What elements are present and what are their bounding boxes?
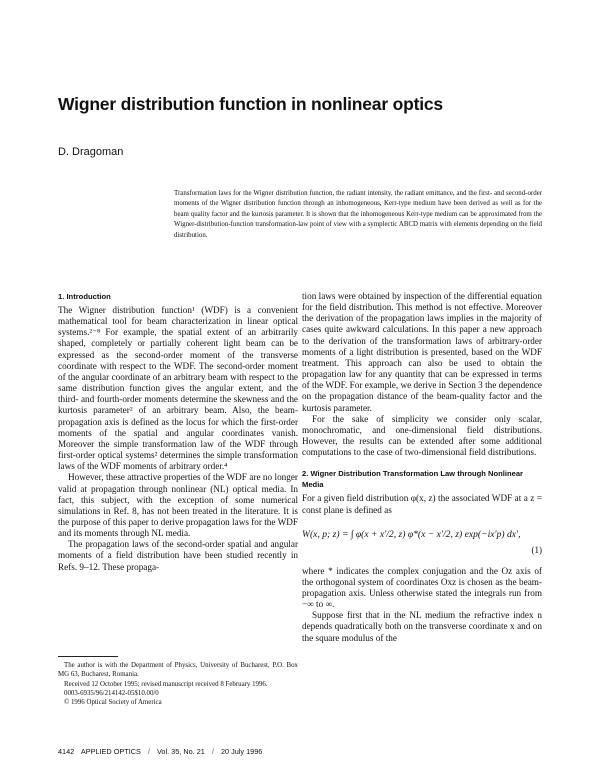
footer-separator: /: [211, 747, 214, 756]
right-column: [302, 291, 542, 644]
equation-expression: W(x, p; z) = ∫ φ(x + x′/2, z) φ*(x − x′/2, z) exp(−ix′p) dx′,: [302, 528, 521, 540]
footnote-divider: [58, 656, 118, 657]
left-column: [58, 291, 298, 573]
section-2-intro: For a given field distribution φ(x, z) the associated WDF at a z = const plane is defined as: [302, 493, 542, 515]
footnote-code: 0003-6935/96/214142-05$10.00/0: [64, 689, 159, 697]
intro-paragraph: The Wigner distribution function¹ (WDF) is a convenient mathematical tool for beam characterization in linear optical systems.²⁻⁸ For example, the spatial extent of an arbitrarily shaped, completely or partially coherent light beam can be expressed as the second-order moment of the transverse coordinate with respect to the WDF. The second-order moment of the angular coordinate of an arbitrary beam with respect to the same distribution function gives the angular extent, and the third- and fourth-order moments determine the skewness and the kurtosis parameter² of an arbitrary beam. Also, the beam-propagation axis is defined as the locus for which the first-order moments of the spatial and angular coordinates vanish. Moreover the simple transformation law of the WDF through first-order optical systems² determines the simple transformation laws of the WDF moments of arbitrary order.⁴: [58, 305, 298, 472]
paper-title: Wigner distribution function in nonlinear optics: [58, 94, 443, 114]
footnote: [58, 661, 298, 707]
footnote-affiliation: The author is with the Department of Physics, University of Bucharest, P.O. Box MG 63, Bucharest, Romania.: [58, 662, 298, 679]
section-2-heading: 2. Wigner Distribution Transformation Law through Nonlinear Media: [302, 469, 524, 490]
equation-number: (1): [531, 544, 542, 555]
issue-date: 20 July 1996: [220, 747, 263, 756]
intro-paragraph: However, these attractive properties of the WDF are no longer valid at propagation through nonlinear (NL) optical media. In fact, this subject, with the exception of some numerical simulations in Ref. 8, has not been treated in the literature. It is the purpose of this paper to derive propagation laws for the WDF and its moments through NL media.: [58, 472, 298, 539]
journal-name: APPLIED OPTICS: [80, 747, 141, 756]
page-number: 4142: [58, 747, 75, 756]
abstract: Transformation laws for the Wigner distribution function, the radiant intensity, the radiant emittance, and the first- and second-order moments of the Wigner distribution function through an inhomogeneous, Kerr-type medium have been derived as well as for the beam quality factor and the kurtosis parameter. It is shown that the inhomogeneous Kerr-type medium can be approximated from the Wigner-distribution-function transformation-law point of view with a symplectic ABCD matrix with elements depending on the field distribution.: [174, 190, 542, 239]
body-paragraph: where * indicates the complex conjugation and the Oz axis of the orthogonal system of coordinates Oxz is chosen as the beam-propagation axis. Unless otherwise stated the integrals run from −∞ to ∞.: [302, 565, 542, 610]
body-paragraph: For the sake of simplicity we consider only scalar, monochromatic, and one-dimensional field distributions. However, the results can be extended after some additional computations to the case of two-dimensional field distributions.: [302, 413, 542, 458]
intro-paragraph: The propagation laws of the second-order spatial and angular moments of a field distribution have been studied recently in Refs. 9–12. These propaga-: [58, 539, 298, 572]
footnote-received: Received 12 October 1995; revised manuscript received 8 February 1996.: [64, 680, 268, 688]
footer-separator: /: [147, 747, 150, 756]
journal-volume: Vol. 35, No. 21: [156, 747, 205, 756]
running-footer: [58, 747, 267, 756]
footnote-copyright: © 1996 Optical Society of America: [64, 699, 162, 707]
equation-1: [302, 525, 542, 557]
body-paragraph: tion laws were obtained by inspection of the differential equation for the field distribution. This method is not effective. Moreover the derivation of the propagation laws implies in the majority of cases quite awkward calculations. In this paper a new approach to the derivation of the transformation laws of arbitrary-order moments of a light distribution is presented, based on the WDF treatment. This approach can also be used to obtain the propagation law for any quantity that can be expressed in terms of the WDF. For example, we derive in Section 3 the dependence on the propagation distance of the beam-quality factor and the kurtosis parameter.: [302, 291, 542, 413]
author-name: D. Dragoman: [58, 146, 124, 158]
section-1-heading: 1. Introduction: [58, 292, 111, 301]
body-paragraph: Suppose first that in the NL medium the refractive index n depends quadratically both on the transverse coordinate x and on the square modulus of the: [302, 610, 542, 643]
